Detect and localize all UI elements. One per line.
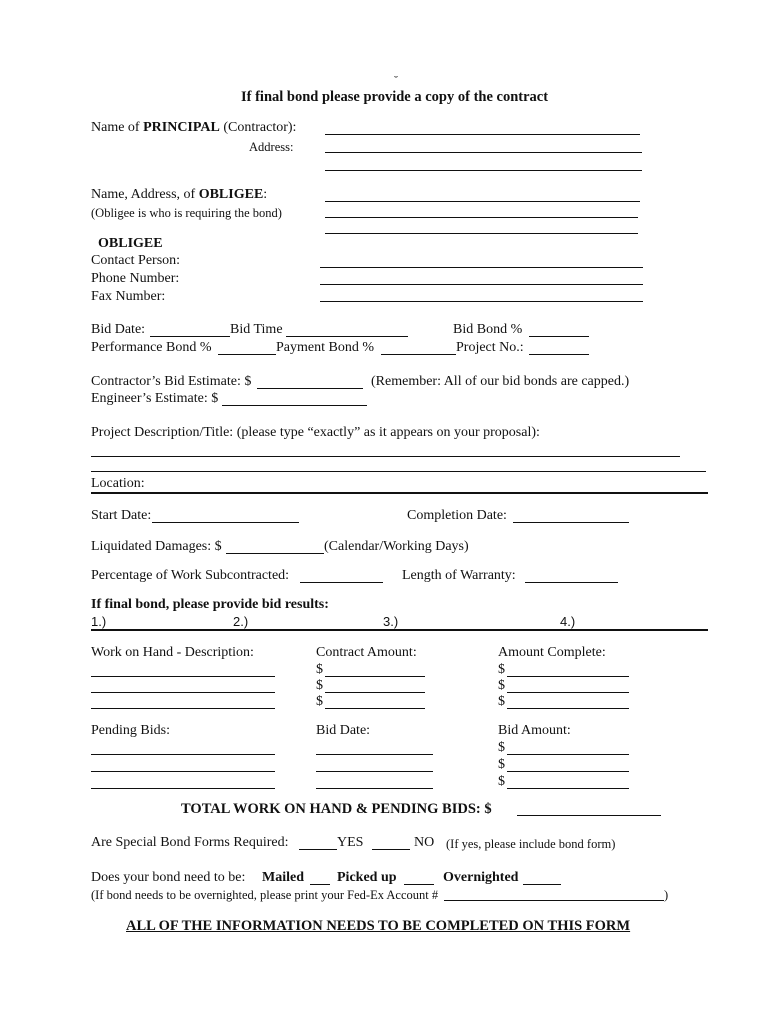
total-label: TOTAL WORK ON HAND & PENDING BIDS: $ [181, 801, 492, 817]
fax-number-label: Fax Number: [91, 289, 166, 304]
engineer-estimate-field[interactable] [222, 405, 367, 406]
work-description-field-2[interactable] [91, 692, 275, 693]
contract-dollar-1: $ [316, 662, 323, 677]
project-no-field[interactable] [529, 354, 589, 355]
subcontracted-label: Percentage of Work Subcontracted: [91, 568, 290, 583]
project-description-label: Project Description/Title: (please type “exactly” as it appears on your proposal): [91, 425, 540, 440]
special-yes-label: YES [337, 835, 364, 850]
obligee-field-2[interactable] [325, 217, 638, 218]
pending-bid-date-field-1[interactable] [316, 754, 433, 755]
obligee-heading: OBLIGEE [98, 236, 163, 251]
pending-bid-field-3[interactable] [91, 788, 275, 789]
contract-dollar-3: $ [316, 694, 323, 709]
complete-dollar-3: $ [498, 694, 505, 709]
contract-amount-field-1[interactable] [325, 676, 425, 677]
pending-bid-field-1[interactable] [91, 754, 275, 755]
picked-up-field[interactable] [404, 884, 434, 885]
contractor-estimate-field[interactable] [257, 388, 363, 389]
bid-results-heading: If final bond, please provide bid results: [91, 597, 329, 612]
project-no-label: Project No.: [456, 340, 524, 355]
bid-amount-dollar-3: $ [498, 774, 505, 789]
pending-bid-date-label: Bid Date: [316, 723, 371, 738]
warranty-label: Length of Warranty: [402, 568, 516, 583]
contract-amount-field-2[interactable] [325, 692, 425, 693]
obligee-note: (Obligee is who is requiring the bond) [91, 206, 282, 220]
contact-person-field[interactable] [320, 267, 643, 268]
remember-note: (Remember: All of our bid bonds are capped.) [371, 374, 630, 389]
bid-date-field[interactable] [150, 336, 230, 337]
special-no-label: NO [414, 835, 435, 850]
result-1-label: 1.) [91, 614, 107, 629]
complete-dollar-2: $ [498, 678, 505, 693]
mailed-field[interactable] [310, 884, 330, 885]
pending-bid-amount-field-2[interactable] [507, 771, 629, 772]
work-description-field-3[interactable] [91, 708, 275, 709]
location-label: Location: [91, 476, 145, 491]
phone-number-label: Phone Number: [91, 271, 180, 286]
calendar-working-days-label: (Calendar/Working Days) [324, 539, 469, 554]
complete-dollar-1: $ [498, 662, 505, 677]
bid-time-label: Bid Time [230, 322, 283, 337]
fedex-account-field[interactable] [444, 900, 664, 901]
project-description-field-1[interactable] [91, 456, 680, 457]
result-4-label: 4.) [560, 614, 576, 629]
work-on-hand-label: Work on Hand - Description: [91, 645, 254, 660]
bid-results-field[interactable] [91, 629, 708, 631]
address-label: Address: [249, 140, 294, 154]
start-date-field[interactable] [152, 522, 299, 523]
obligee-field-3[interactable] [325, 233, 638, 234]
location-field[interactable] [91, 492, 708, 494]
fax-number-field[interactable] [320, 301, 643, 302]
pending-bid-amount-field-1[interactable] [507, 754, 629, 755]
contract-amount-field-3[interactable] [325, 708, 425, 709]
special-forms-label: Are Special Bond Forms Required: [91, 835, 289, 850]
subcontracted-field[interactable] [300, 582, 383, 583]
contract-dollar-2: $ [316, 678, 323, 693]
phone-number-field[interactable] [320, 284, 643, 285]
pending-bid-amount-field-3[interactable] [507, 788, 629, 789]
principal-address-field-1[interactable] [325, 152, 642, 153]
delivery-label: Does your bond need to be: [91, 870, 246, 885]
bid-time-field[interactable] [286, 336, 408, 337]
contract-amount-label: Contract Amount: [316, 645, 417, 660]
payment-bond-label: Payment Bond % [276, 340, 374, 355]
result-2-label: 2.) [233, 614, 249, 629]
footer-notice: ALL OF THE INFORMATION NEEDS TO BE COMPLETED ON THIS FORM [126, 918, 631, 934]
bid-bond-field[interactable] [529, 336, 589, 337]
contractor-estimate-label: Contractor’s Bid Estimate: $ [91, 374, 252, 389]
pending-bids-label: Pending Bids: [91, 723, 170, 738]
principal-name-field[interactable] [325, 134, 640, 135]
obligee-field-1[interactable] [325, 201, 640, 202]
pending-bid-date-field-3[interactable] [316, 788, 433, 789]
special-forms-note: (If yes, please include bond form) [446, 837, 616, 851]
bid-bond-label: Bid Bond % [453, 322, 523, 337]
result-3-label: 3.) [383, 614, 399, 629]
payment-bond-field[interactable] [381, 354, 456, 355]
amount-complete-label: Amount Complete: [498, 645, 606, 660]
principal-address-field-2[interactable] [325, 170, 642, 171]
header-mark: ˘ [394, 73, 398, 87]
principal-label: Name of PRINCIPAL (Contractor): [91, 120, 297, 135]
bid-amount-dollar-2: $ [498, 757, 505, 772]
picked-up-label: Picked up [337, 870, 397, 885]
special-no-field[interactable] [372, 849, 410, 850]
fedex-note: (If bond needs to be overnighted, please print your Fed-Ex Account # [91, 888, 439, 902]
liquidated-damages-field[interactable] [226, 553, 324, 554]
overnighted-label: Overnighted [443, 870, 519, 885]
obligee-label: Name, Address, of OBLIGEE: [91, 187, 268, 202]
amount-complete-field-1[interactable] [507, 676, 629, 677]
project-description-field-2[interactable] [91, 471, 706, 472]
mailed-label: Mailed [262, 870, 304, 885]
pending-bid-date-field-2[interactable] [316, 771, 433, 772]
warranty-field[interactable] [525, 582, 618, 583]
total-field[interactable] [517, 815, 661, 816]
performance-bond-field[interactable] [218, 354, 276, 355]
amount-complete-field-3[interactable] [507, 708, 629, 709]
bid-date-label: Bid Date: [91, 322, 146, 337]
completion-date-field[interactable] [513, 522, 629, 523]
pending-bid-field-2[interactable] [91, 771, 275, 772]
completion-date-label: Completion Date: [407, 508, 507, 523]
bid-amount-dollar-1: $ [498, 740, 505, 755]
performance-bond-label: Performance Bond % [91, 340, 212, 355]
form-title: If final bond please provide a copy of the contract [241, 89, 549, 105]
liquidated-damages-label: Liquidated Damages: $ [91, 539, 222, 554]
engineer-estimate-label: Engineer’s Estimate: $ [91, 391, 219, 406]
fedex-close: ) [664, 888, 669, 902]
overnighted-field[interactable] [523, 884, 561, 885]
pending-bid-amount-label: Bid Amount: [498, 723, 571, 738]
amount-complete-field-2[interactable] [507, 692, 629, 693]
start-date-label: Start Date: [91, 508, 152, 523]
special-yes-field[interactable] [299, 849, 337, 850]
work-description-field-1[interactable] [91, 676, 275, 677]
contact-person-label: Contact Person: [91, 253, 181, 268]
